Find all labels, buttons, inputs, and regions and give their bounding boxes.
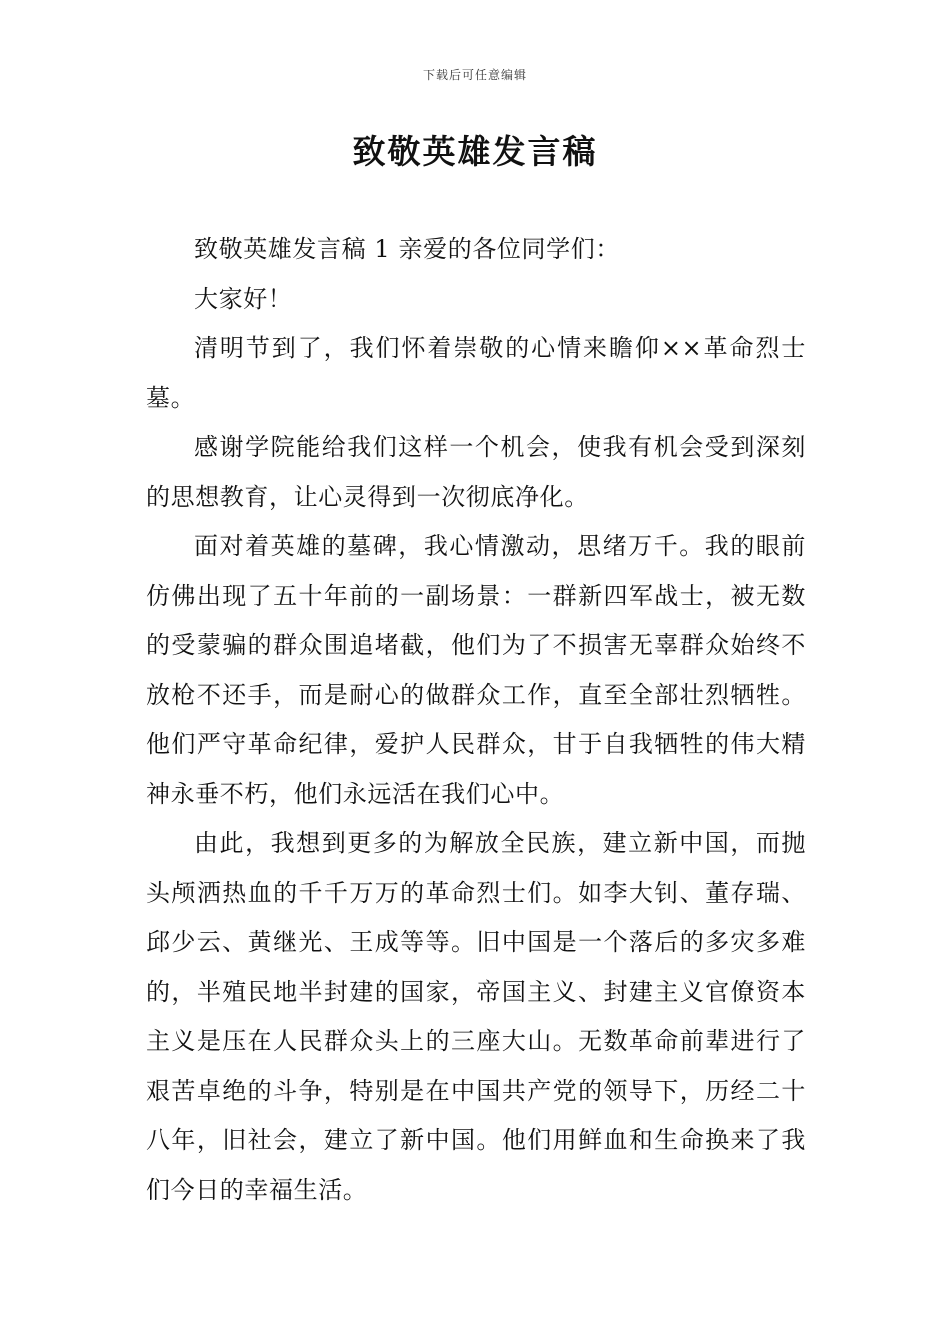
paragraph-qingming: 清明节到了，我们怀着崇敬的心情来瞻仰××革命烈士墓。 (146, 334, 806, 412)
paragraph-tombstone: 面对着英雄的墓碑，我心情激动，思绪万千。我的眼前仿佛出现了五十年前的一副场景：一群新四军战士，被无数的受蒙骗的群众围追堵截，他们为了不损害无辜群众始终不放枪不还手，而是耐心的做群众工作，直至全部壮烈牺牲。他们严守革命纪律，爱护人民群众，甘于自我牺牲的伟大精神永垂不朽，他们永远活在我们心中。 (146, 532, 806, 808)
document-title: 致敬英雄发言稿 (352, 132, 598, 171)
header-note: 下载后可任意编辑 (422, 68, 527, 82)
paragraph-greeting: 大家好！ (194, 284, 293, 313)
document-body (146, 225, 806, 1215)
paragraph-thanks: 感谢学院能给我们这样一个机会，使我有机会受到深刻的思想教育，让心灵得到一次彻底净化。 (146, 433, 806, 511)
paragraph-salutation: 致敬英雄发言稿 1 亲爱的各位同学们： (194, 235, 620, 263)
paragraph-martyrs: 由此，我想到更多的为解放全民族，建立新中国，而抛头颅洒热血的千千万万的革命烈士们。如李大钊、董存瑞、邱少云、黄继光、王成等等。旧中国是一个落后的多灾多难的，半殖民地半封建的国家，帝国主义、封建主义官僚资本主义是压在人民群众头上的三座大山。无数革命前辈进行了艰苦卓绝的斗争，特别是在中国共产党的领导下，历经二十八年，旧社会，建立了新中国。他们用鲜血和生命换来了我们今日的幸福生活。 (146, 829, 806, 1204)
